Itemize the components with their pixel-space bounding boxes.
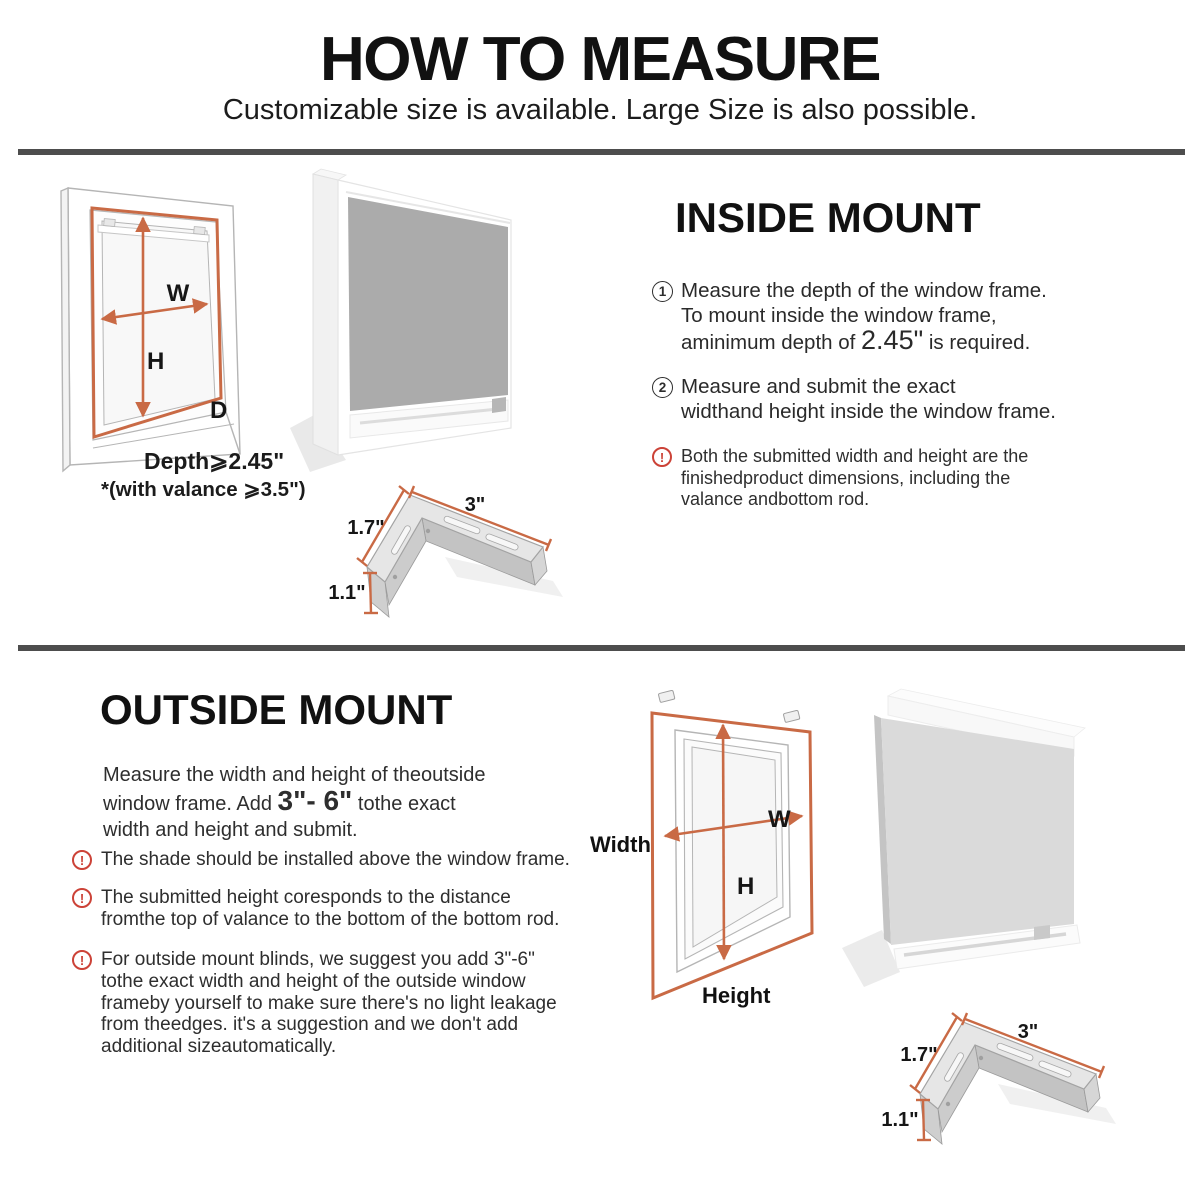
height-arrow xyxy=(723,725,724,959)
add-size-value: 3"- 6" xyxy=(277,785,353,816)
text-line: tothe exact width and height of the outside window xyxy=(101,970,526,992)
text-line: additional sizeautomatically. xyxy=(101,1036,337,1058)
text-line: window frame. Add xyxy=(103,793,278,815)
text-line: tothe exact xyxy=(352,793,456,815)
bracket-side-dim: 1.7" xyxy=(347,517,385,539)
text-line: Measure the depth of the window frame. xyxy=(681,279,1047,302)
step-1-number-icon: 1 xyxy=(652,281,673,302)
text-line: from theedges. it's a suggestion and we don't add xyxy=(101,1014,519,1036)
height-label: Height xyxy=(702,983,771,1008)
bracket-side-dim: 1.7" xyxy=(900,1044,938,1066)
h-label: H xyxy=(737,873,755,900)
warning-icon: ! xyxy=(72,950,92,970)
bracket-height-dim: 1.1" xyxy=(881,1109,919,1131)
text-line: The submitted height coresponds to the distance xyxy=(101,887,511,908)
text-line: frameby yourself to make sure there's no light leakage xyxy=(101,992,557,1014)
text-line: fromthe top of valance to the bottom of the bottom rod. xyxy=(101,908,560,930)
bracket-top-dim: 3" xyxy=(1017,1021,1039,1043)
text-line: is required. xyxy=(923,331,1031,354)
bracket-diagram-outside xyxy=(878,1012,1128,1162)
text-line: Measure the width and height of theoutside xyxy=(103,764,486,786)
width-label: Width xyxy=(590,832,651,857)
outside-warning-1-text xyxy=(101,849,570,871)
text-line: To mount inside the window frame, xyxy=(681,303,997,327)
page-subtitle: Customizable size is available. Large Size is also possible. xyxy=(222,94,978,126)
w-label: W xyxy=(166,280,190,307)
outside-warning-2-text xyxy=(101,887,559,931)
warning-icon: ! xyxy=(652,447,672,467)
outside-warning-2 xyxy=(72,887,559,931)
outside-warning-3 xyxy=(72,949,557,1058)
window-frame-lines xyxy=(675,730,790,972)
outside-warning-3-text xyxy=(101,949,557,1058)
bracket-height-dim: 1.1" xyxy=(328,582,366,604)
outside-intro xyxy=(103,762,485,843)
text-line: valance andbottom rod. xyxy=(681,489,870,509)
page-title: HOW TO MEASURE xyxy=(320,25,880,94)
text-line: finishedproduct dimensions, including the xyxy=(681,467,1011,488)
outside-warning-1 xyxy=(72,849,570,871)
depth-value: 2.45" xyxy=(861,325,924,355)
text-line: The shade should be installed above the window frame. xyxy=(101,849,570,870)
outside-shade-product-image xyxy=(838,672,1120,1007)
w-label: W xyxy=(768,806,791,833)
text-line: Measure and submit the exact xyxy=(681,375,956,398)
d-label: D xyxy=(210,397,228,424)
warning-icon: ! xyxy=(72,850,92,870)
text-line: Both the submitted width and height are the xyxy=(681,446,1029,466)
depth-note: Depth⩾2.45" xyxy=(144,448,285,474)
step-2-number-icon: 2 xyxy=(652,377,673,398)
text-line: For outside mount blinds, we suggest you add 3"-6" xyxy=(101,949,535,970)
inside-mount-title: INSIDE MOUNT xyxy=(675,194,981,241)
valance-note: *(with valance ⩾3.5") xyxy=(101,478,306,501)
text-line: widthand height inside the window frame. xyxy=(681,399,1056,423)
text-line: width and height and submit. xyxy=(103,819,358,841)
text-line: aminimum depth of xyxy=(681,331,862,354)
warning-icon: ! xyxy=(72,888,92,908)
h-label: H xyxy=(147,348,165,375)
outside-mount-title: OUTSIDE MOUNT xyxy=(100,686,453,733)
bracket-top-dim: 3" xyxy=(464,494,486,516)
